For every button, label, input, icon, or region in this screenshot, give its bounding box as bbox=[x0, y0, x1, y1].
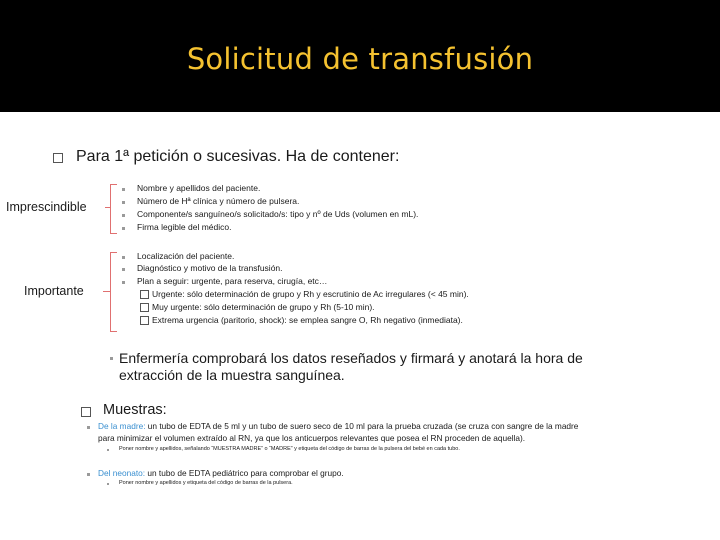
bullet-icon bbox=[87, 473, 90, 476]
samples-heading: Muestras: bbox=[103, 402, 167, 418]
group-label-imprescindible: Imprescindible bbox=[6, 200, 87, 214]
bullet-icon bbox=[122, 201, 125, 204]
title-bar bbox=[0, 0, 720, 112]
bullet-icon bbox=[110, 357, 113, 360]
group-label-importante: Importante bbox=[24, 284, 84, 298]
bullet-icon bbox=[122, 268, 125, 271]
list-item: Diagnóstico y motivo de la transfusión. bbox=[137, 263, 283, 273]
list-item: Localización del paciente. bbox=[137, 251, 235, 261]
bullet-icon bbox=[87, 426, 90, 429]
mother-sample-note: Poner nombre y apellidos, señalando “MUESTRA MADRE” o “MADRE” y etiqueta del código de barras de la pulsera del bebé en cada tubo. bbox=[119, 446, 460, 452]
list-item: Nombre y apellidos del paciente. bbox=[137, 183, 261, 193]
list-item: Plan a seguir: urgente, para reserva, cirugía, etc… bbox=[137, 276, 328, 286]
checkbox-bullet-icon bbox=[140, 303, 149, 312]
checkbox-bullet-icon bbox=[140, 316, 149, 325]
bracket-connector bbox=[105, 207, 111, 208]
bullet-icon bbox=[107, 483, 109, 485]
group-bracket bbox=[110, 252, 117, 332]
checkbox-bullet-icon bbox=[81, 407, 91, 417]
bullet-icon bbox=[122, 214, 125, 217]
mother-sample-line-2: para minimizar el volumen extraído al RN, ya que los anticuerpos relevantes que posea el RN proceden de aquella). bbox=[98, 433, 526, 443]
neonate-sample-line bbox=[98, 467, 344, 479]
neonate-sample-note: Poner nombre y apellidos y etiqueta del código de barras de la pulsera. bbox=[119, 480, 293, 486]
bullet-icon bbox=[122, 256, 125, 259]
slide-title: Solicitud de transfusión bbox=[186, 42, 534, 76]
bullet-icon bbox=[122, 188, 125, 191]
nursing-note-line-2: extracción de la muestra sanguínea. bbox=[119, 367, 345, 383]
list-item: Componente/s sanguíneo/s solicitado/s: tipo y nº de Uds (volumen en mL). bbox=[137, 209, 419, 219]
group-bracket bbox=[110, 184, 117, 234]
bullet-icon bbox=[122, 281, 125, 284]
intro-text: Para 1ª petición o sucesivas. Ha de contener: bbox=[76, 148, 400, 165]
checkbox-bullet-icon bbox=[53, 153, 63, 163]
checkbox-bullet-icon bbox=[140, 290, 149, 299]
bracket-connector bbox=[103, 291, 111, 292]
neonate-sample-text: un tubo de EDTA pediátrico para comprobar el grupo. bbox=[145, 468, 344, 478]
bullet-icon bbox=[107, 449, 109, 451]
bullet-icon bbox=[122, 227, 125, 230]
sub-list-item: Muy urgente: sólo determinación de grupo y Rh (5-10 min). bbox=[152, 302, 375, 312]
list-item: Número de Hª clínica y número de pulsera. bbox=[137, 196, 300, 206]
mother-sample-line-1 bbox=[98, 420, 578, 432]
sub-list-item: Urgente: sólo determinación de grupo y Rh y escrutinio de Ac irregulares (< 45 min). bbox=[152, 289, 469, 299]
mother-label: De la madre: bbox=[98, 421, 146, 431]
list-item: Firma legible del médico. bbox=[137, 222, 232, 232]
nursing-note-line-1: Enfermería comprobará los datos reseñados y firmará y anotará la hora de bbox=[119, 350, 583, 366]
sub-list-item: Extrema urgencia (paritorio, shock): se emplea sangre O, Rh negativo (inmediata). bbox=[152, 315, 463, 325]
neonate-label: Del neonato: bbox=[98, 468, 146, 478]
mother-sample-text: un tubo de EDTA de 5 ml y un tubo de suero seco de 10 ml para la prueba cruzada (se cruza con sangre de la madre bbox=[145, 421, 579, 431]
